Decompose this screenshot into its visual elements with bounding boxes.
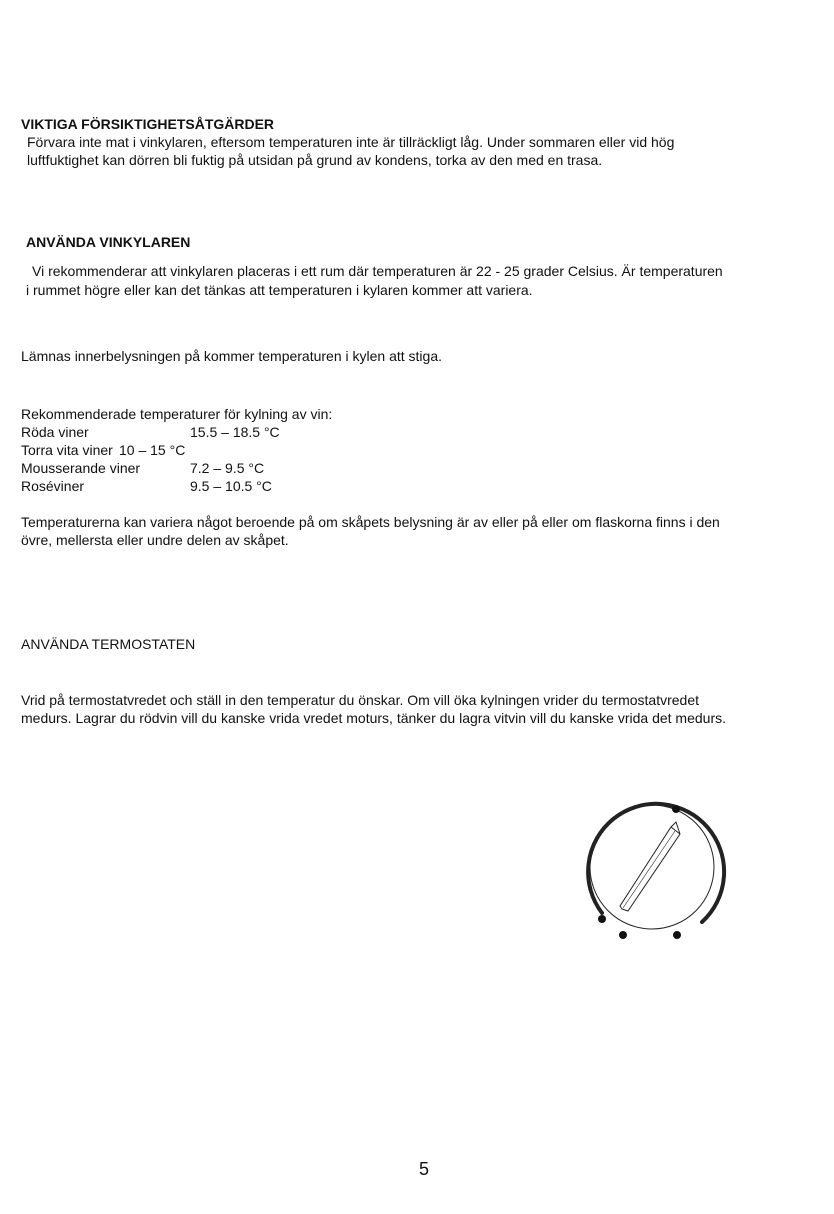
dial-dot-left: [598, 915, 606, 923]
usage-line-1: Vi rekommenderar att vinkylaren placeras i ett rum där temperaturen är 22 - 25 grader Celsius. Är temperaturen: [32, 263, 723, 279]
dial-pointer: [620, 822, 680, 911]
dial-dot-right: [673, 931, 681, 939]
usage-line-2: i rummet högre eller kan det tänkas att temperaturen i kylaren kommer att variera.: [26, 282, 533, 298]
thermostat-line-1: Vrid på termostatvredet och ställ in den temperatur du önskar. Om vill öka kylningen vrider du termostatvredet: [21, 692, 700, 708]
thermostat-line-2: medurs. Lagrar du rödvin vill du kanske vrida vredet moturs, tänker du lagra vitvin vill du kanske vrida det medurs.: [21, 710, 726, 726]
page-number: 5: [419, 1159, 430, 1179]
dial-dot-bottom: [619, 931, 627, 939]
variation-note-line-2: övre, mellersta eller undre delen av skåpet.: [21, 532, 289, 548]
thermostat-heading: ANVÄNDA TERMOSTATEN: [21, 636, 196, 652]
light-note: Lämnas innerbelysningen på kommer temperaturen i kylen att stiga.: [21, 348, 442, 364]
precautions-line-2: luftfuktighet kan dörren bli fuktig på utsidan på grund av kondens, torka av den med en trasa.: [27, 152, 603, 168]
wine-row: [21, 441, 341, 459]
wine-temperature: 9.5 – 10.5 °C: [190, 478, 272, 494]
wine-temperature: 7.2 – 9.5 °C: [190, 460, 265, 476]
recommended-intro: Rekommenderade temperaturer för kylning av vin:: [21, 406, 333, 422]
wine-row: [21, 423, 341, 441]
wine-name: Torra vita viner: [21, 442, 113, 458]
precautions-line-1: Förvara inte mat i vinkylaren, eftersom temperaturen inte är tillräckligt låg. Under sommaren eller vid hög: [27, 134, 675, 150]
variation-note-line-1: Temperaturerna kan variera något beroende på om skåpets belysning är av eller på eller om flaskorna finns i den: [21, 514, 720, 530]
wine-row: [21, 459, 341, 477]
usage-heading: ANVÄNDA VINKYLAREN: [26, 234, 191, 250]
wine-name: Roséviner: [21, 478, 85, 494]
dial-dot-top: [672, 805, 680, 813]
thermostat-dial-illustration: [572, 795, 732, 955]
wine-name: Mousserande viner: [21, 460, 141, 476]
precautions-heading: VIKTIGA FÖRSIKTIGHETSÅTGÄRDER: [21, 116, 275, 132]
wine-temperature: 15.5 – 18.5 °C: [190, 424, 280, 440]
wine-temperature: 10 – 15 °C: [119, 442, 186, 458]
wine-row: [21, 477, 341, 495]
wine-name: Röda viner: [21, 424, 89, 440]
